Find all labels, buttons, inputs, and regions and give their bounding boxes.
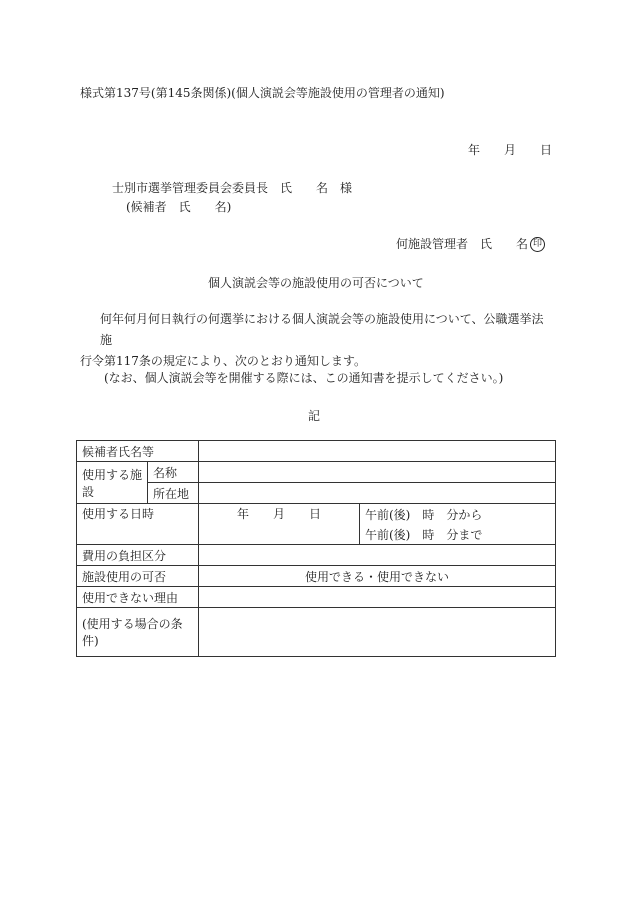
form-title: 様式第137号(第145条関係)(個人演説会等施設使用の管理者の通知) — [80, 86, 445, 100]
table-row — [77, 608, 556, 657]
body-text — [80, 309, 555, 372]
recipient: 士別市選挙管理委員会委員長 氏 名 様 — [112, 181, 353, 195]
condition-cell[interactable] — [199, 608, 556, 657]
facility-name-label: 名称 — [148, 462, 199, 483]
table-row — [77, 504, 556, 525]
table-row — [77, 441, 556, 462]
table-row — [77, 587, 556, 608]
facility-address-label: 所在地 — [148, 483, 199, 504]
seal-icon: 印 — [530, 237, 545, 252]
note: (なお、個人演説会等を開催する際には、この通知書を提示してください。) — [104, 371, 504, 385]
recipient-candidate: (候補者 氏 名) — [126, 200, 232, 214]
time-to[interactable]: 午前(後) 時 分まで — [360, 524, 556, 545]
sender-label: 何施設管理者 氏 名 — [396, 237, 529, 251]
facility-name-cell[interactable] — [199, 462, 556, 483]
body-line-2: 行令第117条の規定により、次のとおり通知します。 — [80, 354, 366, 368]
candidate-name-label: 候補者氏名等 — [77, 441, 199, 462]
cost-cell[interactable] — [199, 545, 556, 566]
availability-value[interactable]: 使用できる・使用できない — [199, 566, 556, 587]
facility-label: 使用する施設 — [77, 462, 148, 504]
reason-label: 使用できない理由 — [77, 587, 199, 608]
table-row — [77, 545, 556, 566]
reason-cell[interactable] — [199, 587, 556, 608]
availability-label: 施設使用の可否 — [77, 566, 199, 587]
date-value[interactable]: 年 月 日 — [199, 504, 360, 545]
ki-heading: 記 — [308, 409, 321, 423]
facility-address-cell[interactable] — [199, 483, 556, 504]
condition-label: (使用する場合の条件) — [77, 608, 199, 657]
datetime-label: 使用する日時 — [77, 504, 199, 545]
table-row — [77, 483, 556, 504]
date-line: 年 月 日 — [468, 143, 553, 157]
table-row — [77, 566, 556, 587]
subject: 個人演説会等の施設使用の可否について — [208, 276, 424, 290]
cost-label: 費用の負担区分 — [77, 545, 199, 566]
table-row — [77, 462, 556, 483]
body-line-1: 何年何月何日執行の何選挙における個人演説会等の施設使用について、公職選挙法施 — [100, 312, 544, 347]
time-from[interactable]: 午前(後) 時 分から — [360, 504, 556, 525]
candidate-name-cell[interactable] — [199, 441, 556, 462]
notice-table — [76, 440, 556, 657]
sender — [396, 235, 545, 252]
